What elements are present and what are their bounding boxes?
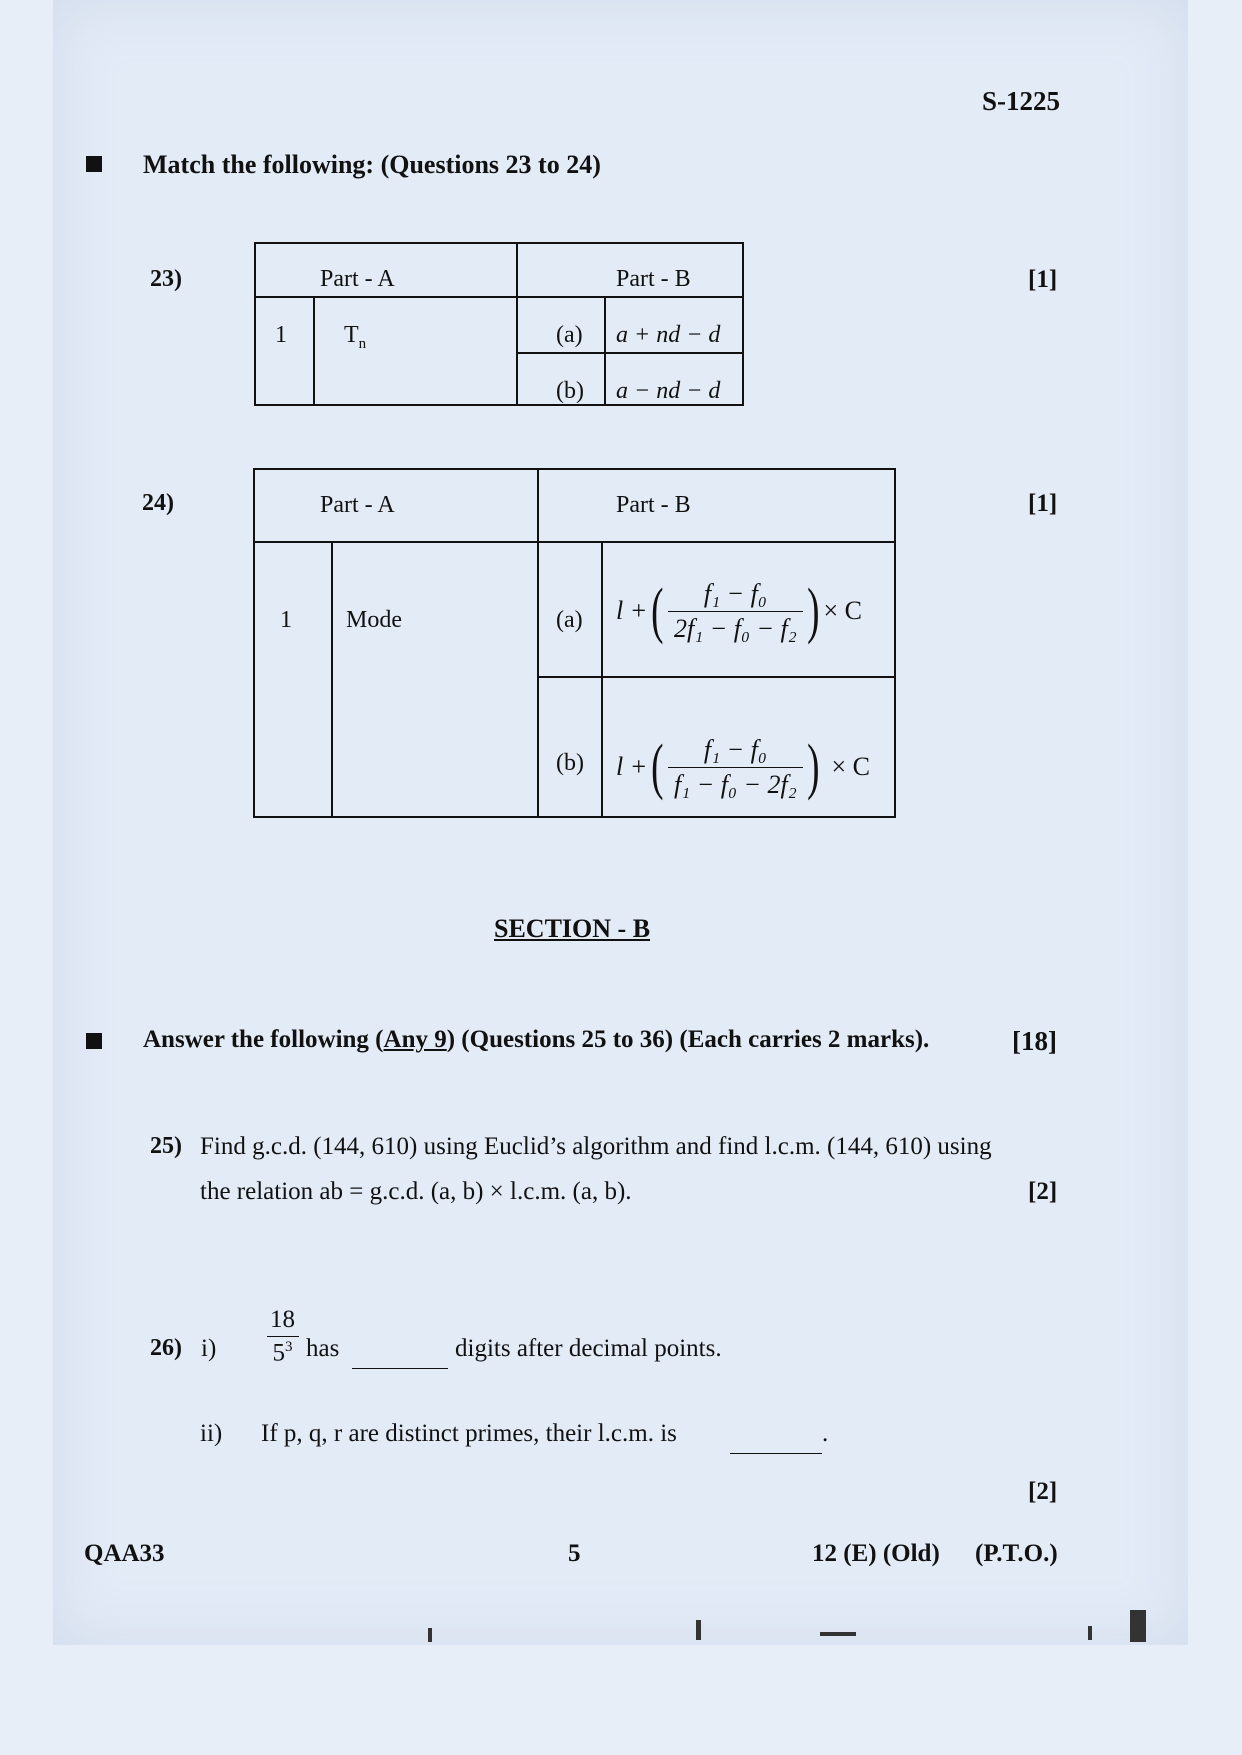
q23-part-b-header: Part - B — [616, 266, 691, 292]
scan-speck — [1088, 1626, 1092, 1640]
q24-row-index: 1 — [280, 607, 292, 633]
q26-number: 26) — [150, 1335, 182, 1361]
q24-item: Mode — [346, 607, 402, 633]
q23-option-a-text: a + nd − d — [616, 322, 721, 348]
scan-speck — [1130, 1610, 1146, 1642]
q23-marks: [1] — [1028, 266, 1058, 293]
q24-part-a-header: Part - A — [320, 492, 395, 518]
section-b-instruction: Answer the following (Any 9) (Questions 25 to 36) (Each carries 2 marks). — [143, 1026, 930, 1053]
q24-option-b-label: (b) — [556, 750, 584, 776]
q24-option-a-label: (a) — [556, 607, 583, 633]
page-number: 5 — [568, 1540, 581, 1567]
scan-speck — [820, 1632, 856, 1636]
q23-option-b-text: a − nd − d — [616, 378, 721, 404]
q24-number: 24) — [142, 490, 174, 516]
q26-ii-end: . — [822, 1420, 829, 1447]
q26-i-text: digits after decimal points. — [455, 1335, 722, 1362]
bullet-icon — [86, 156, 102, 177]
q25-number: 25) — [150, 1133, 182, 1159]
paper-code: S-1225 — [982, 86, 1061, 116]
q26-ii-blank — [730, 1441, 822, 1459]
footer-paper-id: 12 (E) (Old) — [812, 1540, 940, 1567]
q23-option-a-label: (a) — [556, 322, 583, 348]
footer-code: QAA33 — [84, 1540, 165, 1567]
q23-number: 23) — [150, 266, 182, 292]
q24-option-b-formula: l + ( $\frac{\text{f₁ − f₀}}{\text{f₁ − f₀ − 2f₂}}$ ) × C — [616, 733, 870, 801]
q24-option-a-formula: l + ( $\frac{\text{f₁ − f₀}}{\text{2f₁ − f₀ − f₂}}$ ) × C — [616, 577, 862, 645]
scan-speck — [428, 1628, 432, 1642]
q25-marks: [2] — [1028, 1178, 1058, 1205]
q24-marks: [1] — [1028, 490, 1058, 517]
q26-i-has: has — [306, 1335, 340, 1362]
q26-marks: [2] — [1028, 1478, 1058, 1505]
q26-i-fraction: $\frac{18}{5^3}$ — [264, 1306, 301, 1367]
q23-item: $T_n$ — [344, 322, 367, 352]
q26-i-label: i) — [201, 1335, 217, 1362]
q26-ii-label: ii) — [200, 1420, 223, 1447]
exam-page — [53, 0, 1188, 1645]
q26-i-blank — [352, 1356, 448, 1374]
q25-line2: the relation ab = g.c.d. (a, b) × l.c.m. (a, b). — [200, 1178, 632, 1205]
q26-ii-text: If p, q, r are distinct primes, their l.c.m. is — [261, 1420, 677, 1447]
match-section-title: Match the following: (Questions 23 to 24) — [143, 150, 601, 179]
q23-row-index: 1 — [275, 322, 287, 348]
section-b-title: SECTION - B — [494, 914, 651, 943]
bullet-icon — [86, 1033, 102, 1054]
q23-option-b-label: (b) — [556, 378, 584, 404]
pto-label: (P.T.O.) — [975, 1540, 1058, 1567]
q23-part-a-header: Part - A — [320, 266, 395, 292]
q25-line1: Find g.c.d. (144, 610) using Euclid’s algorithm and find l.c.m. (144, 610) using — [200, 1133, 992, 1160]
scan-speck — [696, 1620, 701, 1640]
q24-part-b-header: Part - B — [616, 492, 691, 518]
section-b-total-marks: [18] — [1012, 1026, 1057, 1056]
